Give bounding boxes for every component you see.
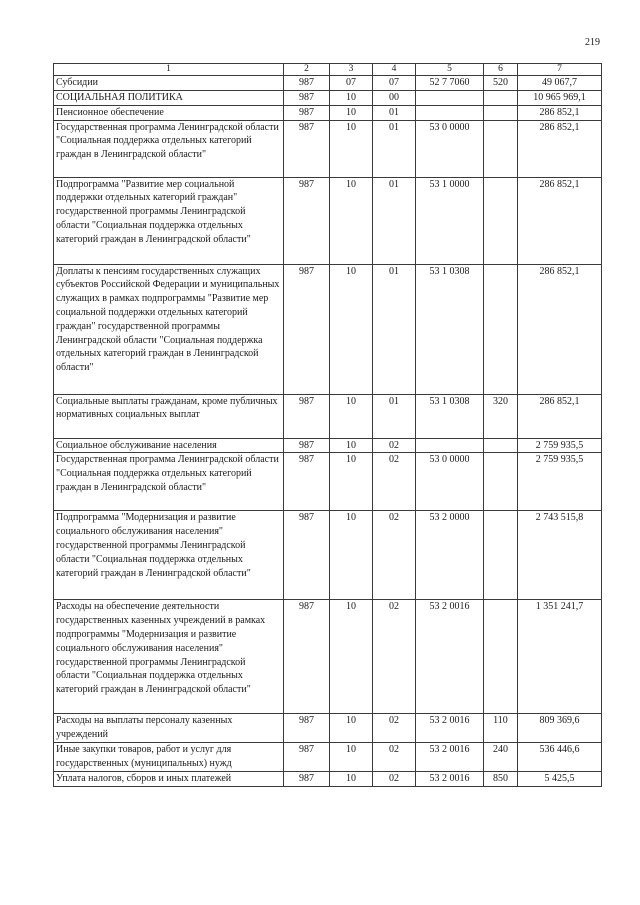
row-code-2: 987 (284, 105, 330, 120)
table-row (54, 76, 602, 91)
page-number: 219 (585, 37, 600, 48)
row-code-3: 10 (330, 438, 373, 453)
row-name: Государственная программа Ленинградской области "Социальная поддержка отдельных категорий граждан в Ленинградской области" (54, 120, 284, 177)
table-row (54, 511, 602, 600)
row-code-4: 01 (373, 394, 416, 438)
row-code-6: 320 (484, 394, 518, 438)
row-code-4: 01 (373, 105, 416, 120)
table-row (54, 772, 602, 787)
row-amount: 286 852,1 (518, 394, 602, 438)
table-header-row (54, 64, 602, 76)
row-name: Государственная программа Ленинградской области "Социальная поддержка отдельных категорий граждан в Ленинградской области" (54, 453, 284, 511)
row-code-3: 10 (330, 511, 373, 600)
column-header: 6 (484, 64, 518, 76)
row-name: Социальные выплаты гражданам, кроме публичных нормативных социальных выплат (54, 394, 284, 438)
row-name: Социальное обслуживание населения (54, 438, 284, 453)
row-code-4: 02 (373, 511, 416, 600)
row-code-2: 987 (284, 264, 330, 394)
row-amount: 536 446,6 (518, 743, 602, 772)
row-code-2: 987 (284, 743, 330, 772)
table-row (54, 600, 602, 714)
row-code-6 (484, 177, 518, 264)
row-name: Доплаты к пенсиям государственных служащих субъектов Российской Федерации и муниципальных служащих в рамках подпрограммы "Развитие мер социальной поддержки отдельных категорий граждан" государственной программы Ленинградской области "Социальная поддержка отдельных категорий граждан в Ленинградской области" (54, 264, 284, 394)
row-amount: 286 852,1 (518, 177, 602, 264)
row-code-5 (416, 438, 484, 453)
row-code-5: 53 0 0000 (416, 453, 484, 511)
row-name: Субсидии (54, 76, 284, 91)
table-row (54, 453, 602, 511)
row-code-4: 02 (373, 600, 416, 714)
table-row (54, 264, 602, 394)
column-header: 5 (416, 64, 484, 76)
row-code-5: 53 1 0308 (416, 394, 484, 438)
row-code-3: 10 (330, 177, 373, 264)
column-header: 4 (373, 64, 416, 76)
row-code-6 (484, 120, 518, 177)
row-code-3: 07 (330, 76, 373, 91)
row-code-5: 53 0 0000 (416, 120, 484, 177)
table-row (54, 120, 602, 177)
row-code-5: 52 7 7060 (416, 76, 484, 91)
row-amount: 2 759 935,5 (518, 453, 602, 511)
column-header: 7 (518, 64, 602, 76)
row-code-6: 520 (484, 76, 518, 91)
row-amount: 286 852,1 (518, 120, 602, 177)
row-name: Уплата налогов, сборов и иных платежей (54, 772, 284, 787)
row-amount: 809 369,6 (518, 714, 602, 743)
row-code-6 (484, 264, 518, 394)
table-row (54, 438, 602, 453)
row-code-5: 53 2 0016 (416, 772, 484, 787)
row-code-4: 02 (373, 772, 416, 787)
column-header: 3 (330, 64, 373, 76)
row-code-2: 987 (284, 438, 330, 453)
row-code-6 (484, 511, 518, 600)
row-code-2: 987 (284, 120, 330, 177)
row-code-2: 987 (284, 394, 330, 438)
row-code-5: 53 2 0000 (416, 511, 484, 600)
row-code-6: 110 (484, 714, 518, 743)
row-code-2: 987 (284, 453, 330, 511)
row-code-4: 07 (373, 76, 416, 91)
row-code-5 (416, 105, 484, 120)
row-code-6 (484, 105, 518, 120)
row-name: Расходы на обеспечение деятельности государственных казенных учреждений в рамках подпрограммы "Модернизация и развитие социального обслуживания населения" государственной программы Ленинградской области "Социальная поддержка отдельных категорий граждан в Ленинградской области" (54, 600, 284, 714)
row-amount: 2 743 515,8 (518, 511, 602, 600)
row-code-2: 987 (284, 76, 330, 91)
table-row (54, 394, 602, 438)
row-code-2: 987 (284, 91, 330, 106)
row-code-3: 10 (330, 453, 373, 511)
row-code-5: 53 1 0000 (416, 177, 484, 264)
row-name: Иные закупки товаров, работ и услуг для государственных (муниципальных) нужд (54, 743, 284, 772)
row-code-4: 02 (373, 438, 416, 453)
row-code-6 (484, 438, 518, 453)
row-code-6: 240 (484, 743, 518, 772)
row-code-3: 10 (330, 600, 373, 714)
row-code-3: 10 (330, 120, 373, 177)
row-code-2: 987 (284, 511, 330, 600)
column-header: 1 (54, 64, 284, 76)
row-name: СОЦИАЛЬНАЯ ПОЛИТИКА (54, 91, 284, 106)
row-code-5: 53 1 0308 (416, 264, 484, 394)
row-code-4: 02 (373, 453, 416, 511)
row-code-6 (484, 600, 518, 714)
row-code-3: 10 (330, 91, 373, 106)
row-amount: 49 067,7 (518, 76, 602, 91)
row-code-5 (416, 91, 484, 106)
row-amount: 5 425,5 (518, 772, 602, 787)
row-code-3: 10 (330, 772, 373, 787)
row-code-4: 02 (373, 743, 416, 772)
row-name: Подпрограмма "Развитие мер социальной поддержки отдельных категорий граждан" государственной программы Ленинградской области "Социальная поддержка отдельных категорий граждан в Ленинградской области" (54, 177, 284, 264)
row-code-3: 10 (330, 714, 373, 743)
row-code-4: 02 (373, 714, 416, 743)
row-amount: 10 965 969,1 (518, 91, 602, 106)
row-amount: 286 852,1 (518, 105, 602, 120)
row-code-5: 53 2 0016 (416, 714, 484, 743)
row-code-4: 01 (373, 177, 416, 264)
row-code-2: 987 (284, 714, 330, 743)
row-code-5: 53 2 0016 (416, 600, 484, 714)
row-code-6 (484, 453, 518, 511)
table-row (54, 714, 602, 743)
row-code-3: 10 (330, 394, 373, 438)
row-code-3: 10 (330, 105, 373, 120)
row-code-6 (484, 91, 518, 106)
table-row (54, 91, 602, 106)
row-name: Подпрограмма "Модернизация и развитие социального обслуживания населения" государственной программы Ленинградской области "Социальная поддержка отдельных категорий граждан в Ленинградской области" (54, 511, 284, 600)
row-code-6: 850 (484, 772, 518, 787)
table-row (54, 177, 602, 264)
row-amount: 1 351 241,7 (518, 600, 602, 714)
row-code-4: 01 (373, 120, 416, 177)
row-code-5: 53 2 0016 (416, 743, 484, 772)
row-code-2: 987 (284, 600, 330, 714)
row-code-3: 10 (330, 264, 373, 394)
row-code-3: 10 (330, 743, 373, 772)
budget-table (53, 63, 602, 787)
row-name: Пенсионное обеспечение (54, 105, 284, 120)
row-code-4: 01 (373, 264, 416, 394)
row-code-2: 987 (284, 772, 330, 787)
row-amount: 286 852,1 (518, 264, 602, 394)
table-row (54, 743, 602, 772)
column-header: 2 (284, 64, 330, 76)
row-amount: 2 759 935,5 (518, 438, 602, 453)
row-code-2: 987 (284, 177, 330, 264)
row-name: Расходы на выплаты персоналу казенных учреждений (54, 714, 284, 743)
table-row (54, 105, 602, 120)
row-code-4: 00 (373, 91, 416, 106)
